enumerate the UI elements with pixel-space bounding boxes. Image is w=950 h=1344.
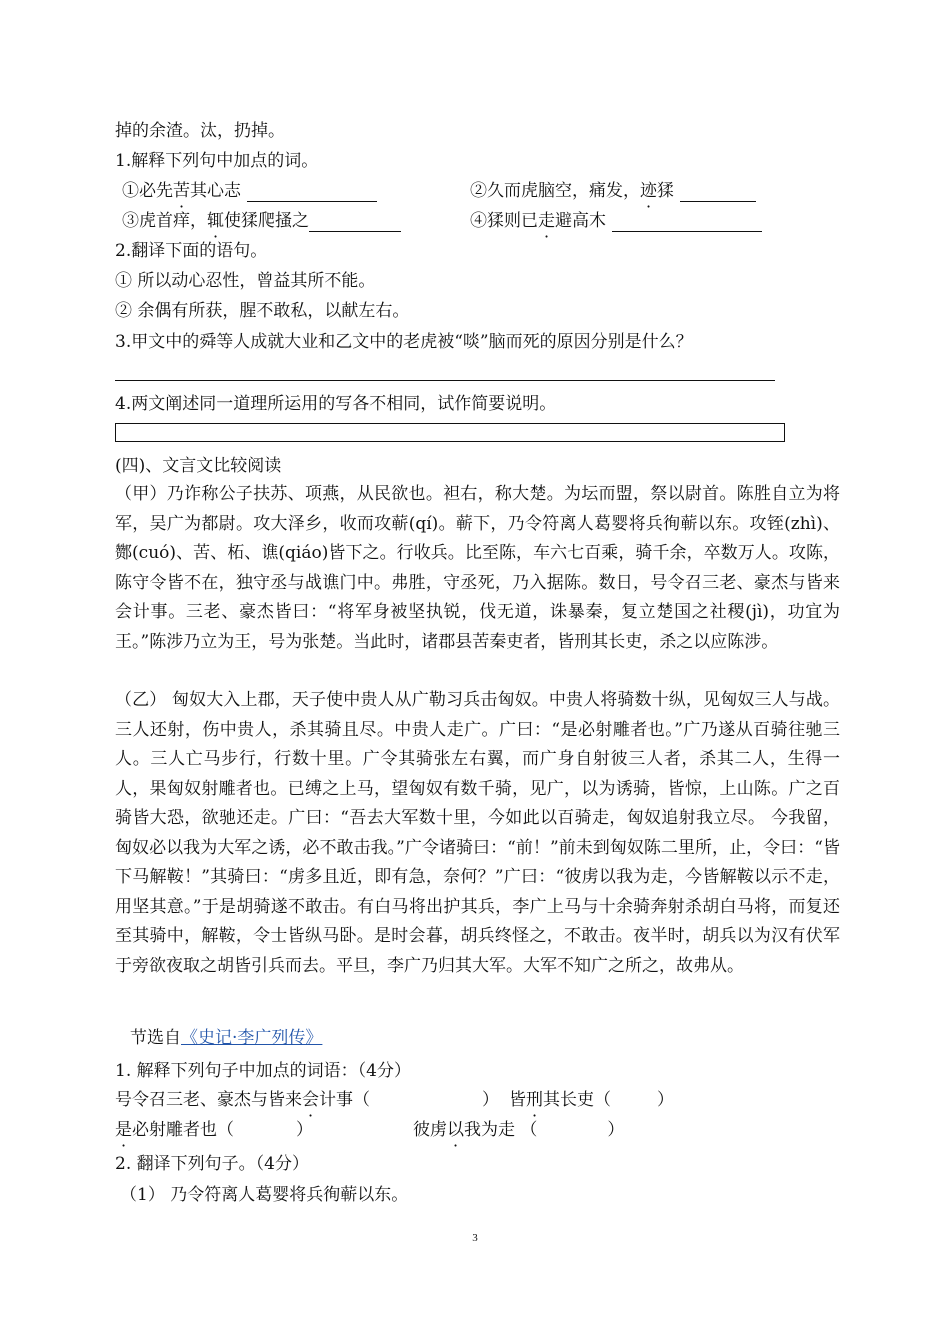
- answer-box[interactable]: [115, 423, 785, 442]
- dotted-char: 会: [302, 1090, 319, 1110]
- q4: 4.两文阐述同一道理所运用的写各不相同，试作简要说明。: [115, 394, 557, 414]
- p2-item-1: （1） 乃令符离人葛婴将兵徇蕲以东。: [120, 1185, 409, 1205]
- dotted-char: 迹: [640, 181, 657, 201]
- q1-item-2: ②久而虎脑空，痛发，迹猱: [470, 180, 756, 202]
- section-title: (四)、文言文比较阅读: [115, 456, 282, 476]
- dotted-char: 刑: [526, 1090, 543, 1110]
- p1-title: 1. 解释下列句子中加点的词语：（4分）: [115, 1061, 411, 1081]
- passage-jia: （甲）乃诈称公子扶苏、项燕，从民欲也。袒右，称大楚。为坛而盟，祭以尉首。陈胜自立为将军，吴广为都尉。攻大泽乡，收而攻蕲(qí)。蕲下，乃令符离人葛婴将兵徇蕲以东。攻铚(zhì)、酂(cuó)、苦、柘、谯(qiáo)皆下之。行收兵。比至陈，车六七百乘，骑千余，卒数万人。攻陈，陈守令皆不在，独守丞与战谯门中。弗胜，守丞死，乃入据陈。数日，号令召三老、豪杰与皆来会计事。三老、豪杰皆曰：“将军身被坚执锐，伐无道，诛暴秦，复立楚国之社稷(jì)，功宜为王。”陈涉乃立为王，号为张楚。当此时，诸郡县苦秦吏者，皆刑其长吏，杀之以应陈涉。: [115, 484, 840, 652]
- p1-row-1: 号令召三老、豪杰与皆来会计事（ ） 皆刑其长吏（ ）: [115, 1090, 674, 1110]
- dotted-char: 以: [447, 1120, 464, 1140]
- page-number: 3: [472, 1232, 478, 1244]
- q1-item-1: ①必先苦其心志: [122, 180, 377, 202]
- dotted-char: 苦: [173, 181, 190, 201]
- answer-blank[interactable]: [680, 183, 756, 202]
- q2-title: 2.翻译下面的语句。: [115, 241, 268, 261]
- answer-blank[interactable]: [612, 213, 762, 232]
- q3: 3.甲文中的舜等人成就大业和乙文中的老虎被“啖”脑而死的原因分别是什么？: [115, 332, 693, 352]
- source-line: 节选自《史记·李广列传》: [130, 1028, 323, 1048]
- dotted-char: 是: [115, 1120, 132, 1140]
- dotted-char: 走: [538, 211, 555, 231]
- q1-item-4: ④猱则已走避高木: [470, 210, 762, 232]
- passage-yi: （乙） 匈奴大入上郡，天子使中贵人从广勒习兵击匈奴。中贵人将骑数十纵，见匈奴三人与战。三人还射，伤中贵人，杀其骑且尽。中贵人走广。广曰：“是必射雕者也。”广乃遂从百骑往驰三人。三人亡马步行，行数十里。广令其骑张左右翼，而广身自射彼三人者，杀其二人，生得一人，果匈奴射雕者也。已缚之上马，望匈奴有数千骑，见广，以为诱骑，皆惊，上山陈。广之百骑皆大恐，欲驰还走。广曰：“吾去大军数十里，今如此以百骑走，匈奴追射我立尽。 今我留，匈奴必以我为大军之诱，必不敢击我。”广令诸骑曰：“前！”前未到匈奴陈二里所，止，令曰：“皆下马解鞍！”其骑曰：“虏多且近，即有急，奈何？”广曰：“彼虏以我为走，今皆解鞍以示不走，用坚其意。”于是胡骑遂不敢击。有白马将出护其兵，李广上马与十余骑奔射杀胡白马将，而复还至其骑中，解鞍，令士皆纵马卧。是时会暮，胡兵终怪之，不敢击。夜半时，胡兵以为汉有伏军于旁欲夜取之胡皆引兵而去。平旦，李广乃归其大军。大军不知广之所之，故弗从。: [115, 690, 840, 976]
- q1-item-3: ③虎首痒，辄使猱爬搔之: [122, 210, 401, 232]
- top-line: 掉的余渣。汰，扔掉。: [115, 121, 285, 141]
- answer-blank[interactable]: [247, 183, 377, 202]
- q2-item-1: ① 所以动心忍性，曾益其所不能。: [115, 271, 376, 291]
- q1-title: 1.解释下列句中加点的词。: [115, 151, 319, 171]
- p1-row-2: 是必射雕者也（ ） 彼虏以我为走 （ ）: [115, 1120, 625, 1140]
- source-link[interactable]: 《史记·李广列传》: [181, 1028, 323, 1048]
- dotted-char: 辄: [207, 211, 224, 231]
- q2-item-2: ② 余偶有所获，腥不敢私，以献左右。: [115, 301, 410, 321]
- p2-title: 2. 翻译下列句子。（4分）: [115, 1154, 309, 1174]
- answer-line[interactable]: [115, 380, 775, 381]
- answer-blank[interactable]: [309, 213, 401, 232]
